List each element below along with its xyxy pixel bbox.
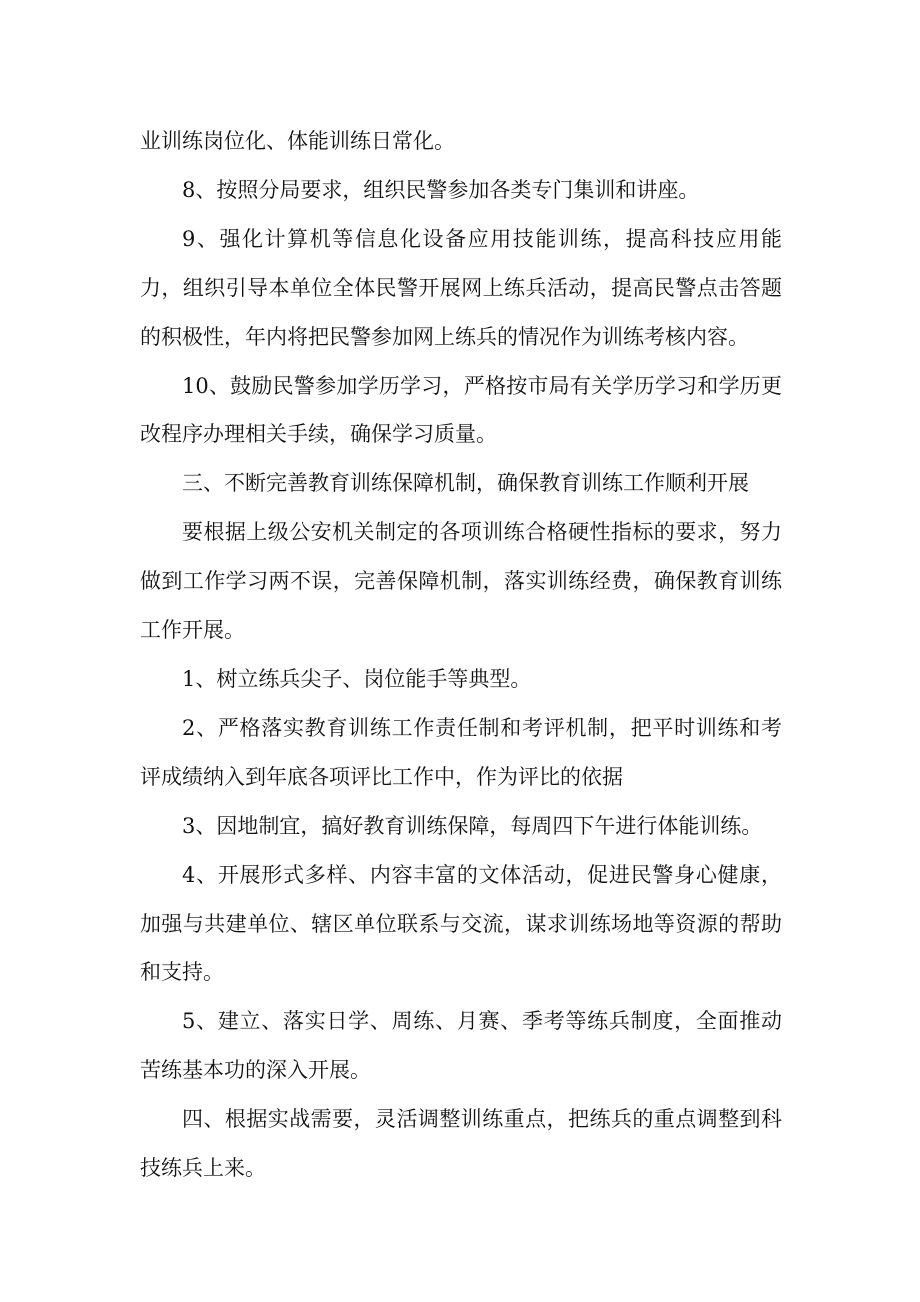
paragraph-item-8: 8、按照分局要求，组织民警参加各类专门集训和讲座。: [182, 177, 700, 202]
section-heading-4: 四、根据实战需要，灵活调整训练重点，把练兵的重点调整到科技练兵上来。: [140, 1107, 782, 1181]
paragraph-section-3-intro: 要根据上级公安机关制定的各项训练合格硬性指标的要求，努力做到工作学习两不误，完善保障机制，落实训练经费，确保教育训练工作开展。: [140, 520, 782, 643]
paragraph-item-5: 5、建立、落实日学、周练、月赛、季考等练兵制度，全面推动苦练基本功的深入开展。: [140, 1009, 782, 1083]
section-heading-3: 三、不断完善教育训练保障机制，确保教育训练工作顺利开展: [182, 471, 749, 496]
paragraph-item-2: 2、严格落实教育训练工作责任制和考评机制，把平时训练和考评成绩纳入到年底各项评比工作中，作为评比的依据: [140, 715, 782, 789]
paragraph-continuation: 业训练岗位化、体能训练日常化。: [140, 129, 455, 153]
document-body: [140, 117, 782, 1193]
paragraph-item-3: 3、因地制宜，搞好教育训练保障，每周四下午进行体能训练。: [182, 813, 763, 838]
paragraph-item-1: 1、树立练兵尖子、岗位能手等典型。: [182, 666, 532, 691]
paragraph-item-4: 4、开展形式多样、内容丰富的文体活动，促进民警身心健康，加强与共建单位、辖区单位联系与交流，谋求训练场地等资源的帮助和支持。: [140, 862, 782, 985]
paragraph-item-10: 10、鼓励民警参加学历学习，严格按市局有关学历学习和学历更改程序办理相关手续，确保学习质量。: [140, 373, 782, 447]
paragraph-item-9: 9、强化计算机等信息化设备应用技能训练，提高科技应用能力，组织引导本单位全体民警开展网上练兵活动，提高民警点击答题的积极性，年内将把民警参加网上练兵的情况作为训练考核内容。: [140, 226, 782, 349]
